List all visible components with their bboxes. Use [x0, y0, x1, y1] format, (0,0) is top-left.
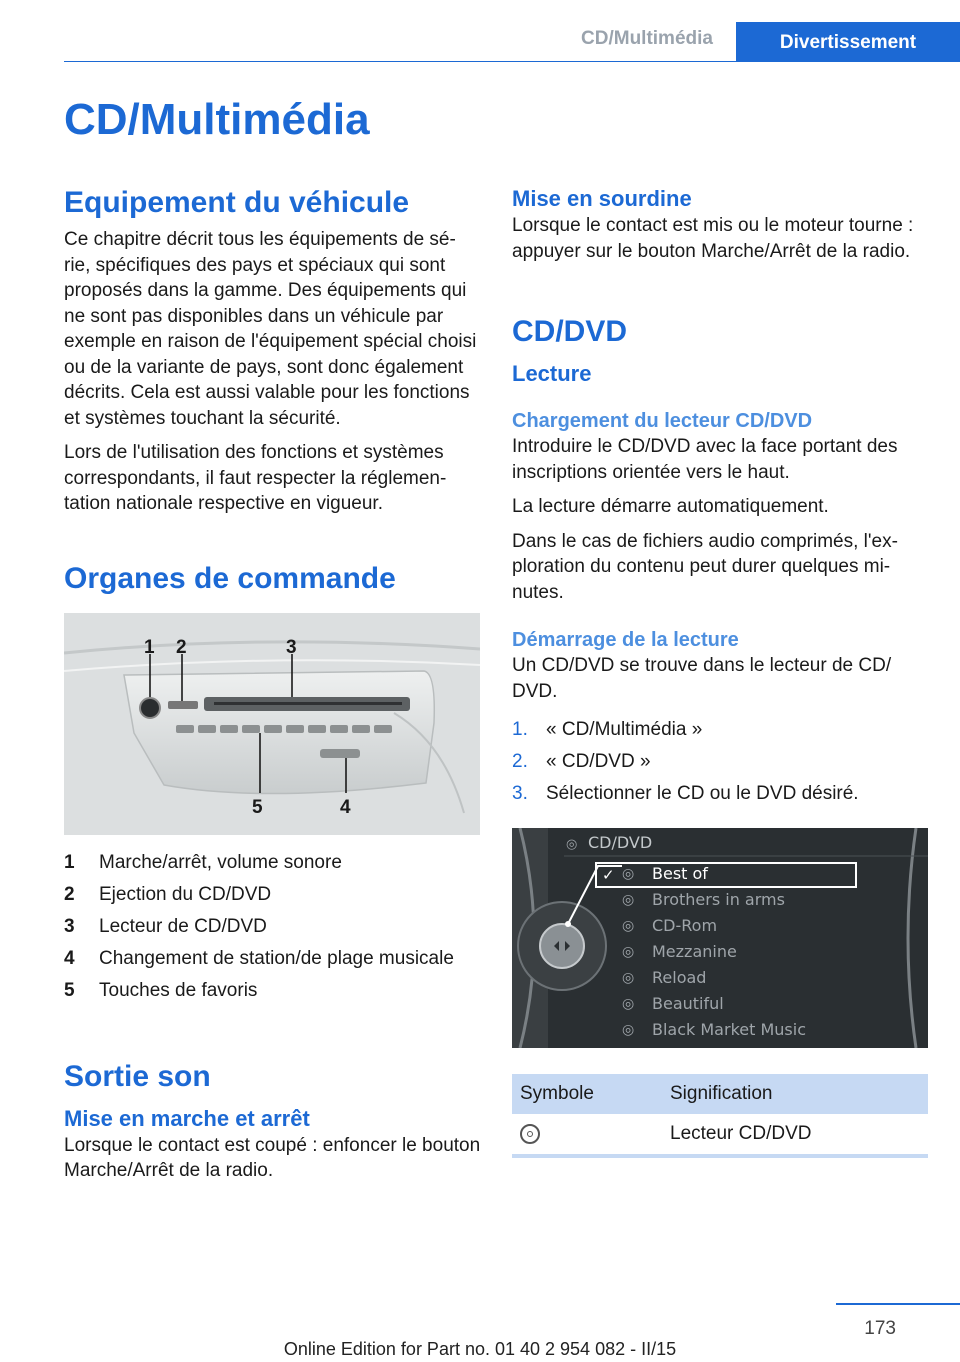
table-header-row [512, 1074, 928, 1114]
step-text: « CD/Multimédia » [546, 719, 703, 740]
cd-disc-icon [520, 1124, 540, 1144]
legend-item [64, 847, 482, 879]
screen-item[interactable] [622, 916, 717, 935]
disc-icon: ◎ [622, 865, 635, 882]
step-number: 2. [512, 751, 528, 772]
loading-paragraph-2: La lecture démarre automatiquement. [512, 496, 829, 517]
legend-number: 3 [64, 915, 75, 937]
loading-paragraph-1: Introduire le CD/DVD avec la face portant des inscriptions orientée vers le haut. [512, 436, 898, 483]
footer-rule [836, 1303, 960, 1305]
screen-item[interactable] [622, 994, 724, 1013]
legend-item [64, 911, 482, 943]
step-number: 1. [512, 719, 528, 740]
page-title: CD/Multimédia [64, 95, 370, 144]
step-number: 3. [512, 783, 528, 804]
mute-paragraph: Lorsque le contact est mis ou le moteur tourne : appuyer sur le bouton Marche/Arrêt de la radio. [512, 215, 914, 262]
screen-item[interactable] [622, 942, 737, 961]
step-item [512, 778, 930, 810]
equipment-paragraph-2: Lors de l'utilisation des fonctions et systèmes correspondants, il faut respecter la réglemen-tation nationale respective en vigueur. [64, 442, 447, 514]
screen-item-label: Reload [652, 968, 707, 987]
cd-dvd-heading: CD/DVD [512, 315, 628, 348]
on-off-heading: Mise en marche et arrêt [64, 1105, 310, 1131]
table-cell-meaning: Lecteur CD/DVD [662, 1114, 928, 1156]
screen-item-label: Black Market Music [652, 1020, 806, 1039]
screen-item[interactable] [622, 1020, 806, 1039]
right-column [512, 185, 930, 1158]
step-text: Sélectionner le CD ou le DVD désiré. [546, 783, 859, 804]
disc-icon: ◎ [622, 1021, 635, 1038]
legend-item [64, 879, 482, 911]
mute-heading: Mise en sourdine [512, 186, 692, 211]
sound-output-heading: Sortie son [64, 1059, 211, 1093]
legend-number: 1 [64, 851, 75, 873]
legend-text: Touches de favoris [99, 979, 258, 1001]
start-playback-heading: Démarrage de la lecture [512, 629, 739, 651]
symbol-table [512, 1074, 928, 1158]
header-rule [64, 61, 960, 62]
loading-paragraph-3: Dans le cas de fichiers audio comprimés, l'ex-ploration du contenu peut durer quelques mi-nutes. [512, 530, 898, 603]
legend-number: 4 [64, 947, 75, 969]
disc-icon: ◎ [622, 917, 635, 934]
figure-label-4: 4 [340, 796, 351, 818]
svg-text:◎: ◎ [566, 837, 578, 852]
legend-text: Lecteur de CD/DVD [99, 915, 267, 937]
disc-icon: ◎ [622, 969, 635, 986]
disc-icon: ◎ [622, 891, 635, 908]
step-item [512, 714, 930, 746]
lecture-heading: Lecture [512, 361, 592, 386]
screen-item-label: CD-Rom [652, 916, 718, 935]
screen-item-selected[interactable] [622, 864, 708, 883]
legend-number: 5 [64, 979, 75, 1001]
screen-title: CD/DVD [588, 833, 653, 852]
legend-text: Changement de station/de plage musicale [99, 947, 454, 969]
legend-number: 2 [64, 883, 75, 905]
figure-label-5: 5 [252, 796, 263, 818]
controls-legend [64, 847, 482, 1007]
legend-item [64, 975, 482, 1007]
table-header-symbol: Symbole [512, 1074, 662, 1114]
header-section-tab[interactable]: CD/Multimédia [581, 28, 713, 49]
svg-text:✓: ✓ [602, 866, 615, 884]
legend-item [64, 943, 482, 975]
table-header-meaning: Signification [662, 1074, 928, 1114]
screen-item[interactable] [622, 890, 785, 909]
footer-edition: Online Edition for Part no. 01 40 2 954 082 - II/15 [283, 1339, 677, 1359]
table-row [512, 1114, 928, 1156]
disc-icon: ◎ [622, 943, 635, 960]
idrive-screen [512, 828, 928, 1048]
figure-label-3: 3 [286, 636, 297, 658]
screen-item-label: Best of [652, 864, 708, 883]
figure-label-2: 2 [176, 636, 187, 658]
figure-label-1: 1 [144, 636, 155, 658]
legend-text: Marche/arrêt, volume sonore [99, 851, 342, 873]
left-column [64, 185, 482, 1184]
steps-list [512, 714, 930, 810]
legend-text: Ejection du CD/DVD [99, 883, 272, 905]
equipment-heading: Equipement du véhicule [64, 186, 410, 219]
step-item [512, 746, 930, 778]
screen-item-label: Brothers in arms [652, 890, 785, 909]
on-off-paragraph: Lorsque le contact est coupé : enfoncer le bouton Marche/Arrêt de la radio. [64, 1134, 481, 1181]
controls-heading: Organes de commande [64, 561, 396, 595]
table-cell-symbol [512, 1114, 662, 1156]
controls-figure [64, 613, 480, 835]
screen-item[interactable] [622, 968, 706, 987]
step-text: « CD/DVD » [546, 751, 651, 772]
disc-icon: ◎ [622, 995, 635, 1012]
screen-item-label: Mezzanine [652, 942, 737, 961]
header-chapter-tab[interactable]: Divertissement [736, 22, 960, 62]
start-playback-paragraph: Un CD/DVD se trouve dans le lecteur de CD/ DVD. [512, 655, 892, 702]
equipment-paragraph-1: Ce chapitre décrit tous les équipements de sé-rie, spécifiques des pays et spéciaux qui sont proposés dans la gamme. Des équipements qui ne sont pas disponibles dans un véhicule par exemple en raison de l'équipement spécial choisi ou de la variante de pays, sont donc également décrits. Cela est aussi valable pour les fonctions et systèmes touchant la sécurité. [64, 229, 477, 429]
loading-heading: Chargement du lecteur CD/DVD [512, 410, 813, 432]
page-number: 173 [864, 1318, 896, 1339]
screen-item-label: Beautiful [652, 994, 724, 1013]
